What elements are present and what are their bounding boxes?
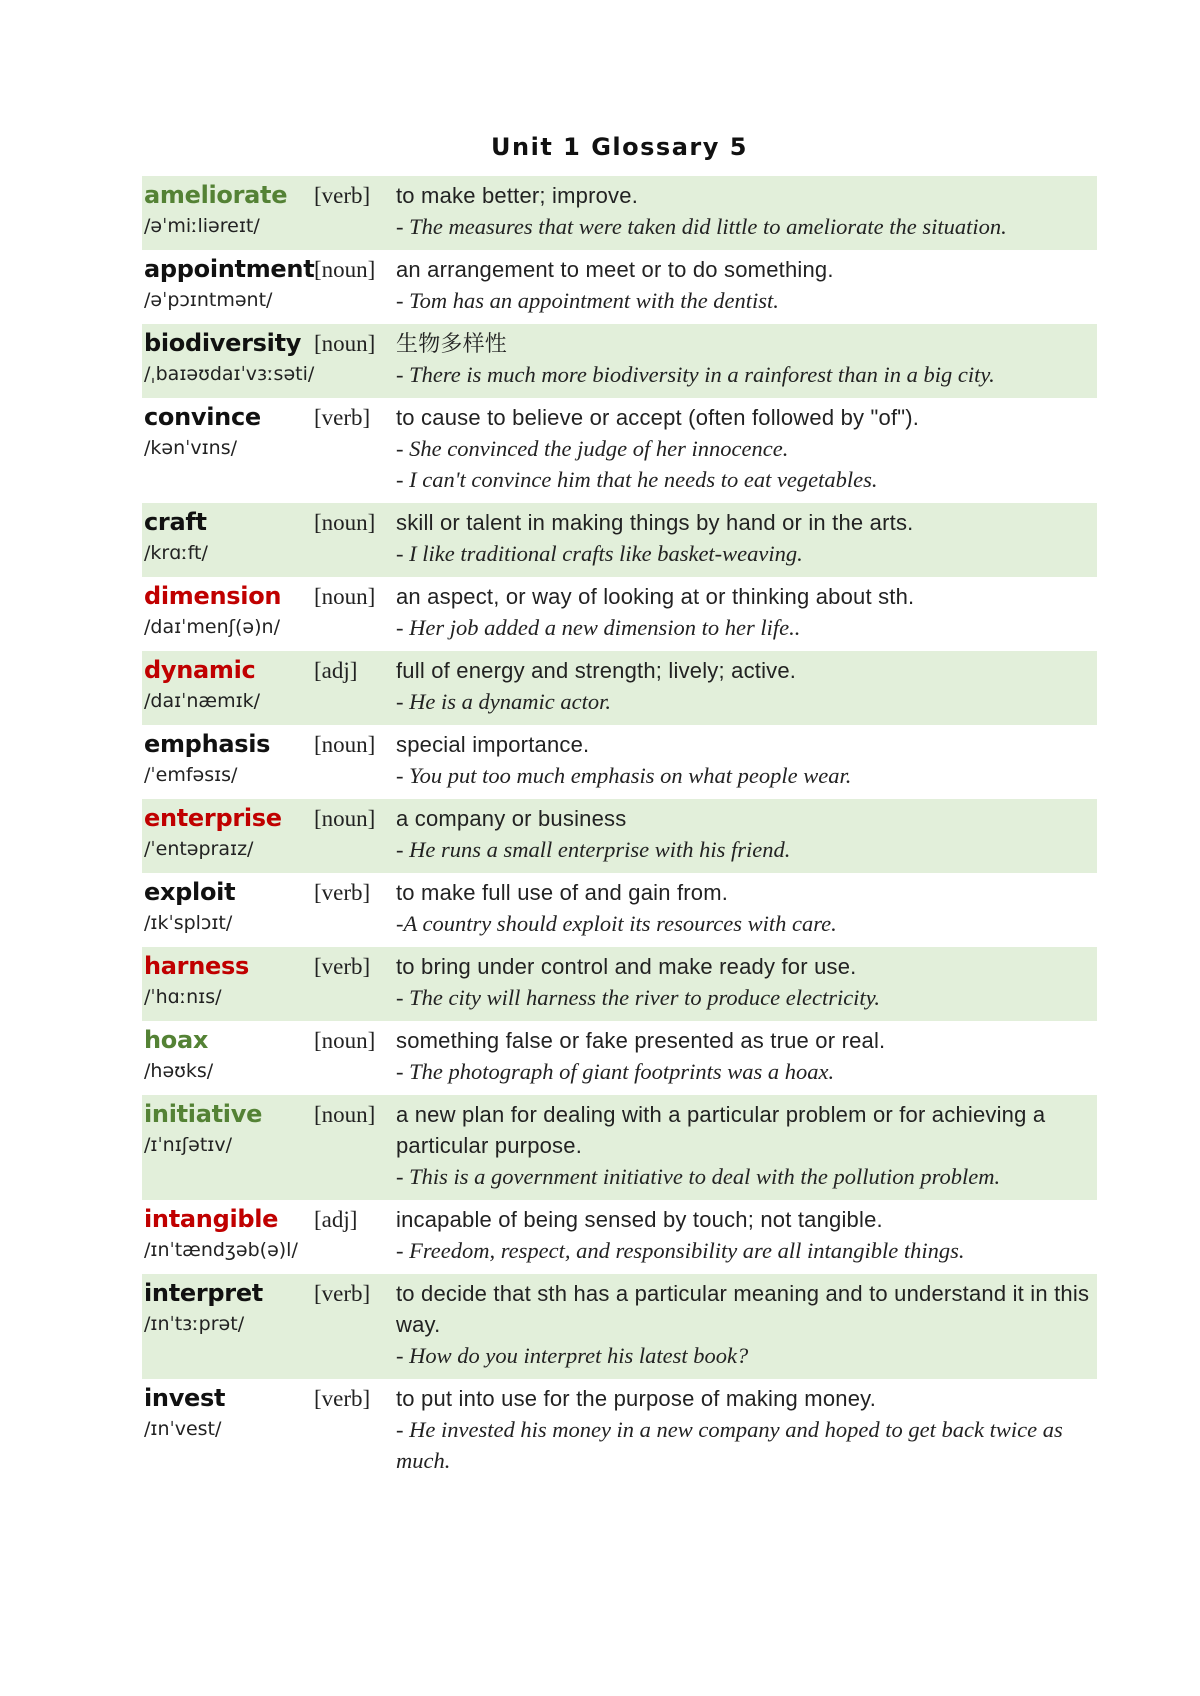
definition: special importance. [396,732,590,757]
example-sentence: - She convinced the judge of her innocence. [396,436,789,461]
part-of-speech: [noun] [314,1028,376,1053]
part-of-speech-column [314,1099,396,1192]
definition-column [396,951,1097,1013]
headword: invest [144,1384,226,1412]
part-of-speech-column [314,507,396,569]
definition: to make better; improve. [396,183,639,208]
part-of-speech: [adj] [314,1207,358,1232]
glossary-entry-enterprise [142,799,1097,873]
definition: to bring under control and make ready for use. [396,954,857,979]
pronunciation: /daɪˈnæmɪk/ [144,690,261,712]
word-column [142,877,314,939]
word-column [142,1383,314,1476]
headword: initiative [144,1100,263,1128]
part-of-speech: [noun] [314,257,376,282]
glossary-entry-interpret [142,1274,1097,1379]
example-sentence: - The city will harness the river to produce electricity. [396,985,881,1010]
definition: a company or business [396,806,627,831]
definition: 生物多样性 [396,331,508,356]
glossary-entry-intangible [142,1200,1097,1274]
part-of-speech: [verb] [314,1386,371,1411]
definition-column [396,1099,1097,1192]
definition-column [396,877,1097,939]
example-sentence: - You put too much emphasis on what people wear. [396,763,852,788]
glossary-entry-convince [142,398,1097,503]
part-of-speech-column [314,1278,396,1371]
word-column [142,581,314,643]
headword: biodiversity [144,329,302,357]
example-sentence: - The photograph of giant footprints was a hoax. [396,1059,835,1084]
headword: hoax [144,1026,209,1054]
example-sentence: - How do you interpret his latest book? [396,1343,749,1368]
part-of-speech-column [314,581,396,643]
definition-column [396,254,1097,316]
glossary-entry-invest [142,1379,1097,1484]
part-of-speech: [noun] [314,732,376,757]
part-of-speech-column [314,1204,396,1266]
word-column [142,1099,314,1192]
definition-column [396,1025,1097,1087]
headword: dynamic [144,656,256,684]
part-of-speech-column [314,254,396,316]
headword: convince [144,403,261,431]
part-of-speech-column [314,951,396,1013]
pronunciation: /əˈpɔɪntmənt/ [144,289,273,311]
definition-column [396,581,1097,643]
definition-column [396,328,1097,390]
part-of-speech-column [314,328,396,390]
word-column [142,1204,314,1266]
definition: something false or fake presented as true or real. [396,1028,886,1053]
pronunciation: /ɪˈnɪʃətɪv/ [144,1134,233,1156]
headword: harness [144,952,249,980]
definition-column [396,1383,1097,1476]
pronunciation: /ɪnˈvest/ [144,1418,222,1440]
glossary-entry-ameliorate [142,176,1097,250]
definition: to cause to believe or accept (often followed by "of"). [396,405,920,430]
definition: an arrangement to meet or to do something. [396,257,834,282]
glossary-entry-appointment [142,250,1097,324]
example-sentence: - He is a dynamic actor. [396,689,611,714]
word-column [142,729,314,791]
example-sentence: - Her job added a new dimension to her life.. [396,615,801,640]
part-of-speech: [verb] [314,183,371,208]
headword: exploit [144,878,236,906]
example-sentence: -A country should exploit its resources with care. [396,911,837,936]
part-of-speech-column [314,402,396,495]
definition: skill or talent in making things by hand or in the arts. [396,510,914,535]
example-sentence: - Freedom, respect, and responsibility are all intangible things. [396,1238,965,1263]
pronunciation: /ˈentəpraɪz/ [144,838,254,860]
pronunciation: /krɑːft/ [144,542,208,564]
glossary-entry-initiative [142,1095,1097,1200]
glossary-entry-dynamic [142,651,1097,725]
example-sentence: - I like traditional crafts like basket-weaving. [396,541,803,566]
definition: full of energy and strength; lively; active. [396,658,797,683]
pronunciation: /kənˈvɪns/ [144,437,238,459]
word-column [142,951,314,1013]
example-sentence: - I can't convince him that he needs to eat vegetables. [396,467,878,492]
word-column [142,180,314,242]
part-of-speech: [noun] [314,1102,376,1127]
headword: dimension [144,582,282,610]
headword: interpret [144,1279,263,1307]
part-of-speech-column [314,729,396,791]
example-sentence: - Tom has an appointment with the dentist. [396,288,779,313]
glossary-entry-hoax [142,1021,1097,1095]
word-column [142,402,314,495]
headword: emphasis [144,730,271,758]
glossary-entry-emphasis [142,725,1097,799]
part-of-speech: [noun] [314,806,376,831]
example-sentence: - He runs a small enterprise with his friend. [396,837,791,862]
part-of-speech: [adj] [314,658,358,683]
definition: to put into use for the purpose of making money. [396,1386,877,1411]
glossary-entry-dimension [142,577,1097,651]
pronunciation: /ˈemfəsɪs/ [144,764,238,786]
definition-column [396,507,1097,569]
definition: an aspect, or way of looking at or thinking about sth. [396,584,915,609]
pronunciation: /həʊks/ [144,1060,214,1082]
definition-column [396,1204,1097,1266]
definition-column [396,729,1097,791]
part-of-speech: [noun] [314,584,376,609]
definition-column [396,1278,1097,1371]
part-of-speech-column [314,180,396,242]
glossary-table [142,176,1097,1484]
pronunciation: /ɪnˈtændʒəb(ə)l/ [144,1239,298,1261]
definition: to decide that sth has a particular meaning and to understand it in this way. [396,1281,1090,1337]
part-of-speech: [noun] [314,510,376,535]
word-column [142,507,314,569]
part-of-speech-column [314,877,396,939]
part-of-speech-column [314,1025,396,1087]
part-of-speech: [verb] [314,405,371,430]
part-of-speech: [verb] [314,954,371,979]
headword: craft [144,508,207,536]
part-of-speech: [noun] [314,331,376,356]
definition-column [396,803,1097,865]
glossary-entry-biodiversity [142,324,1097,398]
example-sentence: - He invested his money in a new company and hoped to get back twice as much. [396,1417,1063,1473]
page-title: Unit 1 Glossary 5 [491,133,748,161]
pronunciation: /ɪnˈtɜːprət/ [144,1313,245,1335]
word-column [142,254,314,316]
part-of-speech-column [314,803,396,865]
example-sentence: - This is a government initiative to deal with the pollution problem. [396,1164,1001,1189]
pronunciation: /daɪˈmenʃ(ə)n/ [144,616,280,638]
example-sentence: - The measures that were taken did little to ameliorate the situation. [396,214,1007,239]
word-column [142,1278,314,1371]
definition: a new plan for dealing with a particular problem or for achieving a particular purpose. [396,1102,1046,1158]
headword: appointment [144,255,315,283]
pronunciation: /ɪkˈsplɔɪt/ [144,912,233,934]
pronunciation: /ˈhɑːnɪs/ [144,986,222,1008]
definition-column [396,655,1097,717]
word-column [142,655,314,717]
glossary-entry-craft [142,503,1097,577]
word-column [142,803,314,865]
part-of-speech: [verb] [314,880,371,905]
definition: incapable of being sensed by touch; not tangible. [396,1207,883,1232]
word-column [142,328,314,390]
glossary-entry-exploit [142,873,1097,947]
definition: to make full use of and gain from. [396,880,729,905]
part-of-speech-column [314,1383,396,1476]
definition-column [396,180,1097,242]
headword: ameliorate [144,181,288,209]
word-column [142,1025,314,1087]
glossary-entry-harness [142,947,1097,1021]
part-of-speech: [verb] [314,1281,371,1306]
headword: enterprise [144,804,282,832]
definition-column [396,402,1097,495]
pronunciation: /əˈmiːliəreɪt/ [144,215,260,237]
part-of-speech-column [314,655,396,717]
example-sentence: - There is much more biodiversity in a rainforest than in a big city. [396,362,995,387]
headword: intangible [144,1205,279,1233]
pronunciation: /ˌbaɪəʊdaɪˈvɜːsəti/ [144,363,315,385]
